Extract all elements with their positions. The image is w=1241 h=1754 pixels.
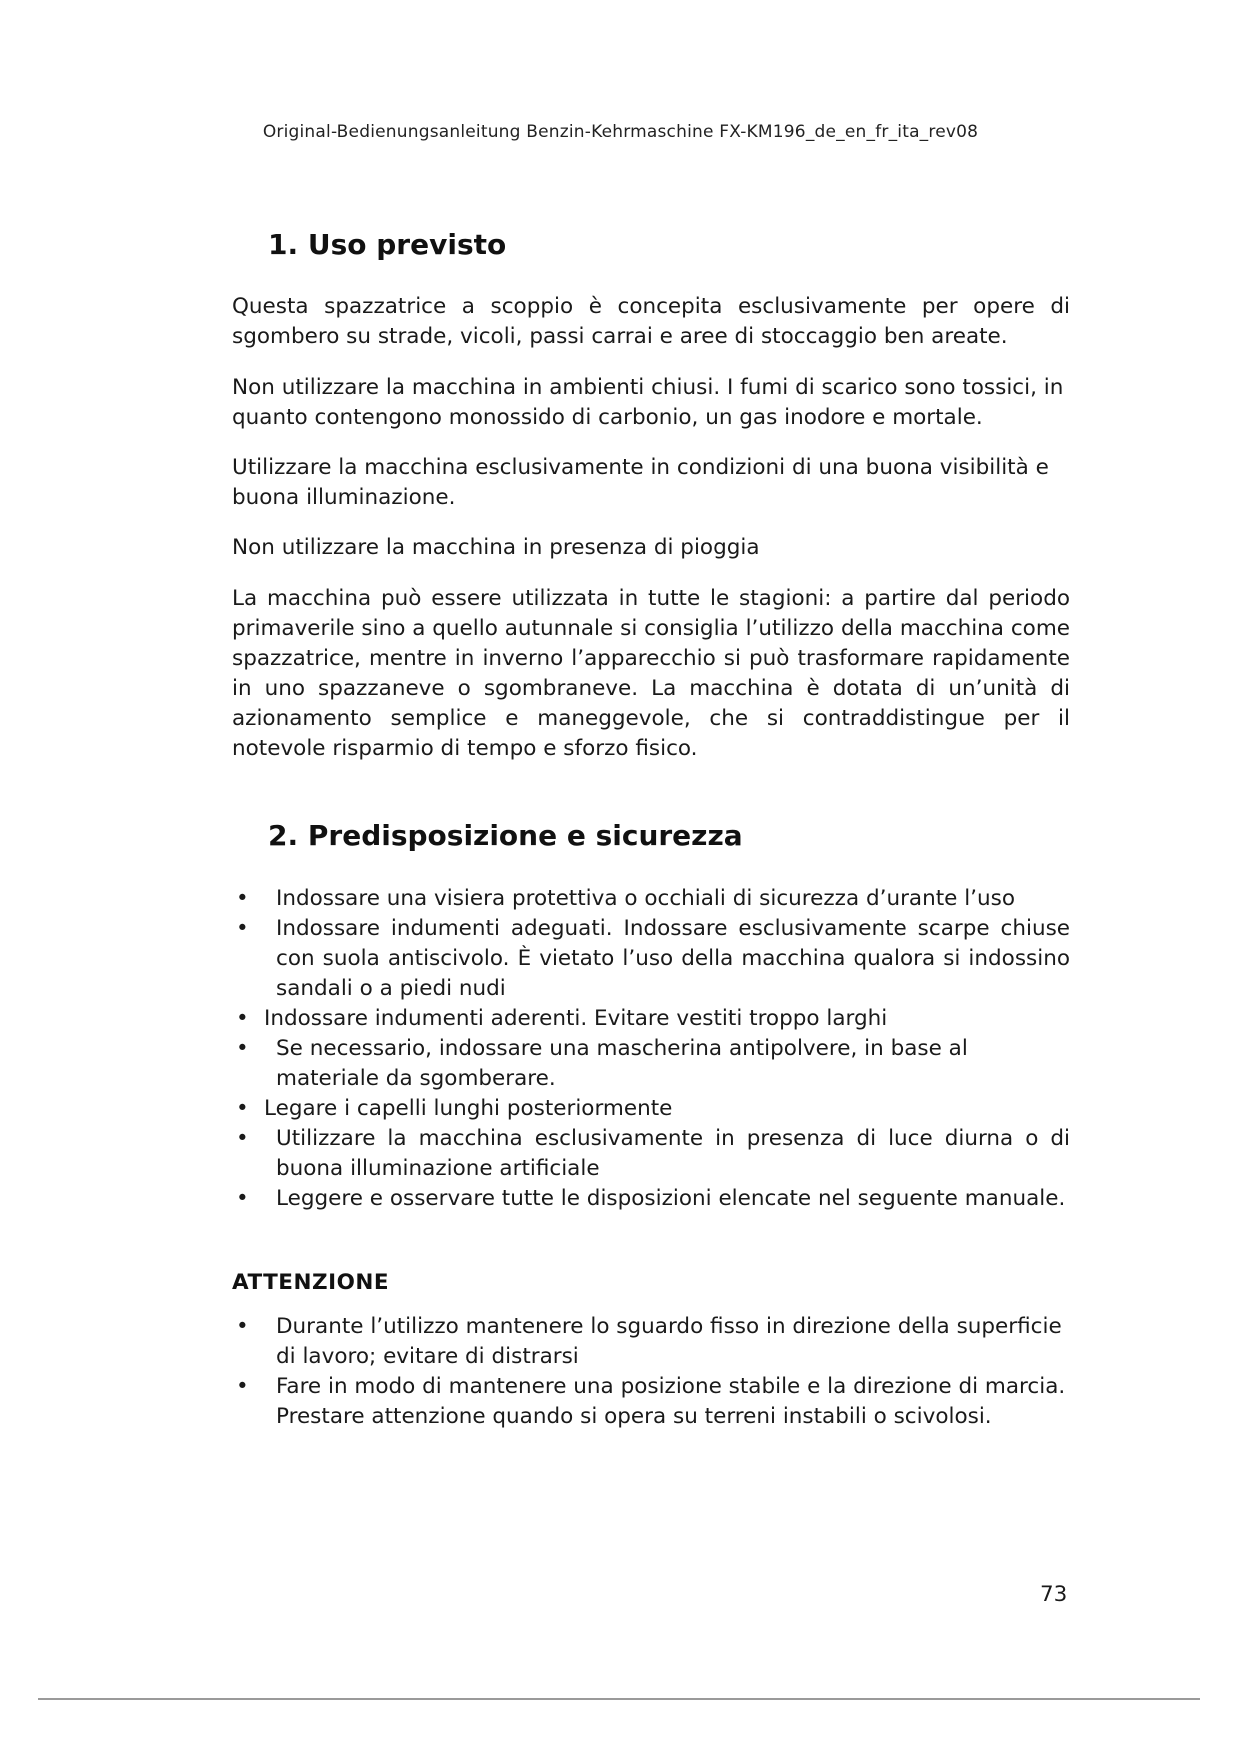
section-title-uso-previsto: 1. Uso previsto (268, 228, 507, 261)
list-item-text: Utilizzare la macchina esclusivamente in presenza di luce diurna o di buona illuminazione artificiale (276, 1126, 1070, 1181)
list-item (232, 914, 1070, 1004)
paragraph-indoor-warning: Non utilizzare la macchina in ambienti chiusi. I fumi di scarico sono tossici, in quanto contengono monossido di carbonio, un gas inodore e mortale. (232, 375, 1064, 430)
paragraph-intended-use: Questa spazzatrice a scoppio è concepita esclusivamente per opere di sgombero su strade, vicoli, passi carrai e aree di stoccaggio ben areate. (232, 294, 1070, 349)
list-item-text: Durante l’utilizzo mantenere lo sguardo fisso in direzione della superficie di lavoro; evitare di distrarsi (276, 1314, 1062, 1369)
attention-bullet-list (232, 1312, 1070, 1432)
list-item (232, 1372, 1070, 1432)
bullet-icon: • (236, 1186, 249, 1211)
bullet-icon: • (236, 886, 249, 911)
list-item-text: Indossare indumenti aderenti. Evitare vestiti troppo larghi (264, 1006, 888, 1031)
paragraph-visibility: Utilizzare la macchina esclusivamente in condizioni di una buona visibilità e buona illuminazione. (232, 455, 1049, 510)
bullet-icon: • (236, 1374, 249, 1399)
bullet-icon: • (236, 1126, 249, 1151)
page-header: Original-Bedienungsanleitung Benzin-Kehrmaschine FX-KM196_de_en_fr_ita_rev08 (262, 122, 979, 142)
list-item-text: Fare in modo di mantenere una posizione stabile e la direzione di marcia. Prestare attenzione quando si opera su terreni instabili o scivolosi. (276, 1374, 1066, 1429)
list-item (232, 884, 1070, 914)
list-item-text: Indossare una visiera protettiva o occhiali di sicurezza d’urante l’uso (276, 886, 1015, 911)
list-item (232, 1094, 1070, 1124)
bullet-icon: • (236, 1096, 249, 1121)
footer-divider (38, 1698, 1200, 1700)
list-item (232, 1184, 1070, 1214)
bullet-icon: • (236, 916, 249, 941)
list-item-text: Se necessario, indossare una mascherina antipolvere, in base al materiale da sgomberare. (276, 1036, 968, 1091)
attention-heading: ATTENZIONE (232, 1270, 390, 1295)
bullet-icon: • (236, 1006, 249, 1031)
paragraph-rain: Non utilizzare la macchina in presenza di pioggia (232, 535, 760, 560)
list-item-text: Legare i capelli lunghi posteriormente (264, 1096, 673, 1121)
list-item (232, 1034, 1070, 1094)
paragraph-seasons: La macchina può essere utilizzata in tutte le stagioni: a partire dal periodo primaverile sino a quello autunnale si consiglia l’utilizzo della macchina come spazzatrice, mentre in inverno l’apparecchio si può trasformare rapidamente in uno spazzaneve o sgombraneve. La macchina è dotata di un’unità di azionamento semplice e maneggevole, che si contraddistingue per il notevole risparmio di tempo e sforzo fisico. (232, 586, 1070, 761)
bullet-icon: • (236, 1314, 249, 1339)
page-number: 73 (1040, 1582, 1068, 1607)
list-item-text: Indossare indumenti adeguati. Indossare esclusivamente scarpe chiuse con suola antiscivolo. È vietato l’uso della macchina qualora si indossino sandali o a piedi nudi (276, 916, 1070, 1001)
list-item-text: Leggere e osservare tutte le disposizioni elencate nel seguente manuale. (276, 1186, 1066, 1211)
bullet-icon: • (236, 1036, 249, 1061)
list-item (232, 1004, 1070, 1034)
section-title-predisposizione-sicurezza: 2. Predisposizione e sicurezza (268, 819, 743, 852)
safety-bullet-list (232, 884, 1070, 1214)
list-item (232, 1312, 1070, 1372)
list-item (232, 1124, 1070, 1184)
